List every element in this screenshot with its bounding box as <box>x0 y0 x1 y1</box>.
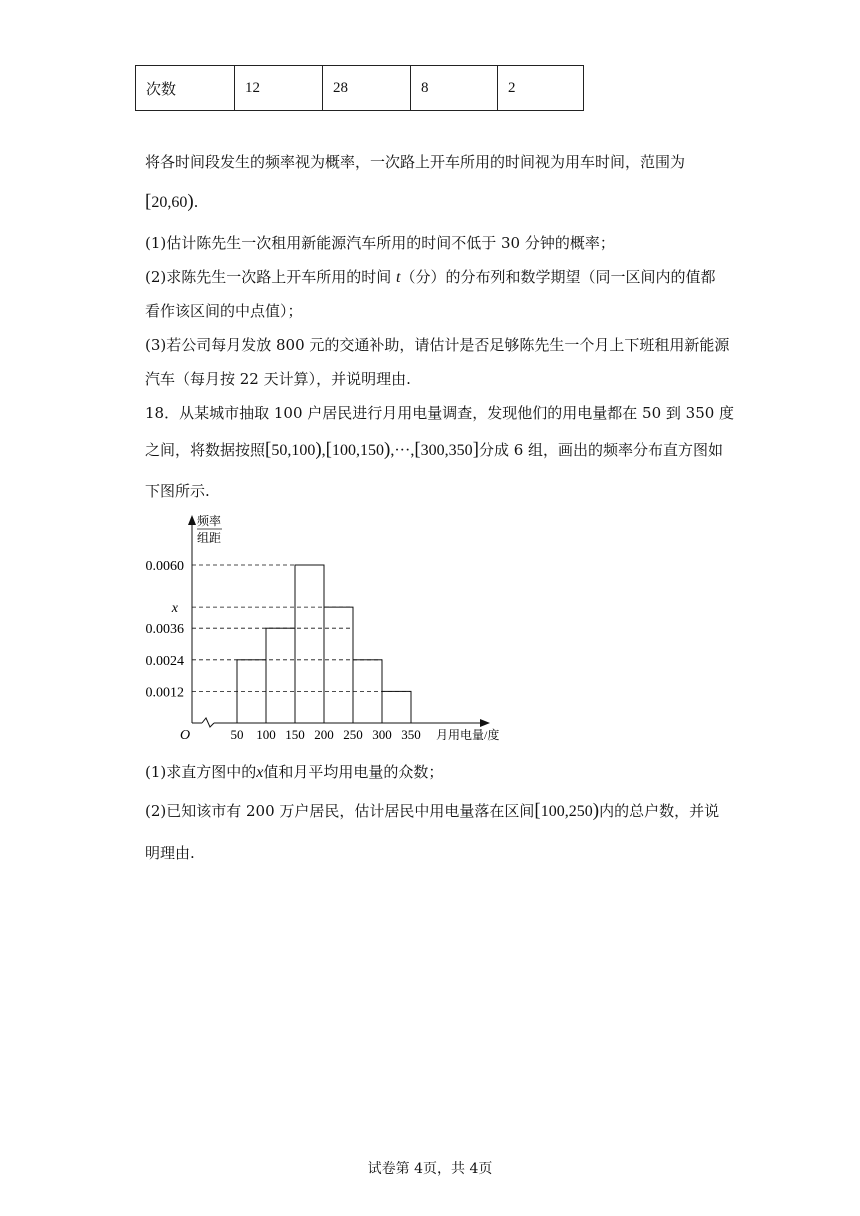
interval-open-bracket: [ <box>414 439 421 460</box>
histogram-bar <box>324 607 353 723</box>
interval-open-bracket: [ <box>534 800 541 821</box>
q17-intro-line2 <box>145 192 198 213</box>
interval-close-bracket: ] <box>472 439 479 460</box>
q17-part2-text-a: (2)求陈先生一次路上开车所用的时间 <box>145 268 397 286</box>
histogram-bar <box>266 628 295 723</box>
y-axis-arrow <box>188 515 196 525</box>
q18-part1-text-b: 值和月平均用电量的众数； <box>263 763 444 781</box>
frequency-count-table <box>135 65 584 111</box>
q17-part3-line1: (3)若公司每月发放 800 元的交通补助，请估计是否足够陈先生一个月上下班租用新能源 <box>145 336 730 354</box>
q18-line2-text-b: 分成 6 组，画出的频率分布直方图如 <box>478 441 724 459</box>
x-tick-label: 300 <box>372 727 392 742</box>
x-axis-label: 月用电量/度 <box>436 728 500 742</box>
interval-open-bracket: [ <box>145 191 152 212</box>
page-footer: 试卷第 4页，共 4页 <box>367 1161 493 1177</box>
interval-close-bracket: ) <box>384 439 391 460</box>
y-axis-label-numerator: 频率 <box>197 514 222 528</box>
table-cell: 次数 <box>136 66 235 111</box>
variable-x: x <box>256 764 264 781</box>
q17-part3-line2: 汽车（每月按 22 天计算），并说明理由. <box>145 370 411 388</box>
histogram-bar <box>382 691 411 723</box>
q17-part2-line2: 看作该区间的中点值）； <box>145 302 303 320</box>
interval-close-bracket: ) <box>592 800 600 821</box>
q18-line1: 18．从某城市抽取 100 户居民进行月用电量调查，发现他们的用电量都在 50 到 350 度 <box>145 404 735 422</box>
interval-value: 100,150 <box>332 442 384 459</box>
q18-line2 <box>145 440 723 461</box>
interval-open-bracket: [ <box>325 439 332 460</box>
q18-part2-text-a: (2)已知该市有 200 万户居民，估计居民中用电量落在区间 <box>145 802 535 820</box>
interval-value: 100,250 <box>540 803 593 820</box>
q17-intro-line1: 将各时间段发生的频率视为概率，一次路上开车所用的时间视为用车时间，范围为 <box>145 153 686 171</box>
interval-value: 20,60 <box>151 194 188 211</box>
x-tick-label: 200 <box>314 727 334 742</box>
q18-line2-text-a: 之间，将数据按照 <box>145 441 266 459</box>
q17-part1: (1)估计陈先生一次租用新能源汽车所用的时间不低于 30 分钟的概率； <box>145 234 615 252</box>
x-tick-label: 50 <box>230 727 244 742</box>
y-tick-label: 0.0060 <box>145 559 184 574</box>
y-axis-label-denominator: 组距 <box>197 531 222 545</box>
interval-open-bracket: [ <box>265 439 272 460</box>
q18-part2-line2: 明理由. <box>145 844 195 862</box>
interval-value: 50,100 <box>271 442 316 459</box>
sentence-end: . <box>193 193 199 211</box>
interval-value: 300,350 <box>420 442 473 459</box>
q18-part1 <box>145 762 443 783</box>
x-tick-label: 350 <box>401 727 421 742</box>
interval-separator: , <box>321 442 326 459</box>
table-cell: 8 <box>411 66 498 111</box>
y-tick-label: 0.0036 <box>145 622 184 638</box>
table-row <box>136 66 584 111</box>
origin-label: O <box>180 728 191 743</box>
q18-part2-line1 <box>145 801 719 822</box>
q17-part2-text-b: （分）的分布列和数学期望（同一区间内的值都 <box>400 268 716 286</box>
q18-part2-text-b: 内的总户数，并说 <box>599 802 720 820</box>
q18-line3: 下图所示. <box>145 482 210 500</box>
histogram-bar <box>295 565 324 723</box>
interval-close-bracket: ) <box>315 439 322 460</box>
table-cell: 28 <box>323 66 411 111</box>
x-axis-arrow <box>480 719 490 727</box>
y-tick-label: x <box>171 601 178 617</box>
q18-part1-text-a: (1)求直方图中的 <box>145 763 257 781</box>
interval-close-bracket: ) <box>187 191 194 212</box>
x-tick-label: 250 <box>343 727 363 742</box>
q17-part2-line1 <box>145 267 716 288</box>
variable-t: t <box>396 269 401 286</box>
interval-separator: ,···, <box>390 442 415 459</box>
y-tick-label: 0.0012 <box>145 685 184 701</box>
x-tick-label: 100 <box>256 727 276 742</box>
table-cell: 2 <box>498 66 584 111</box>
frequency-histogram <box>130 505 510 745</box>
table-cell: 12 <box>235 66 323 111</box>
y-tick-label: 0.0024 <box>145 653 184 669</box>
x-tick-label: 150 <box>285 727 305 742</box>
axis-break-mark <box>202 718 214 727</box>
